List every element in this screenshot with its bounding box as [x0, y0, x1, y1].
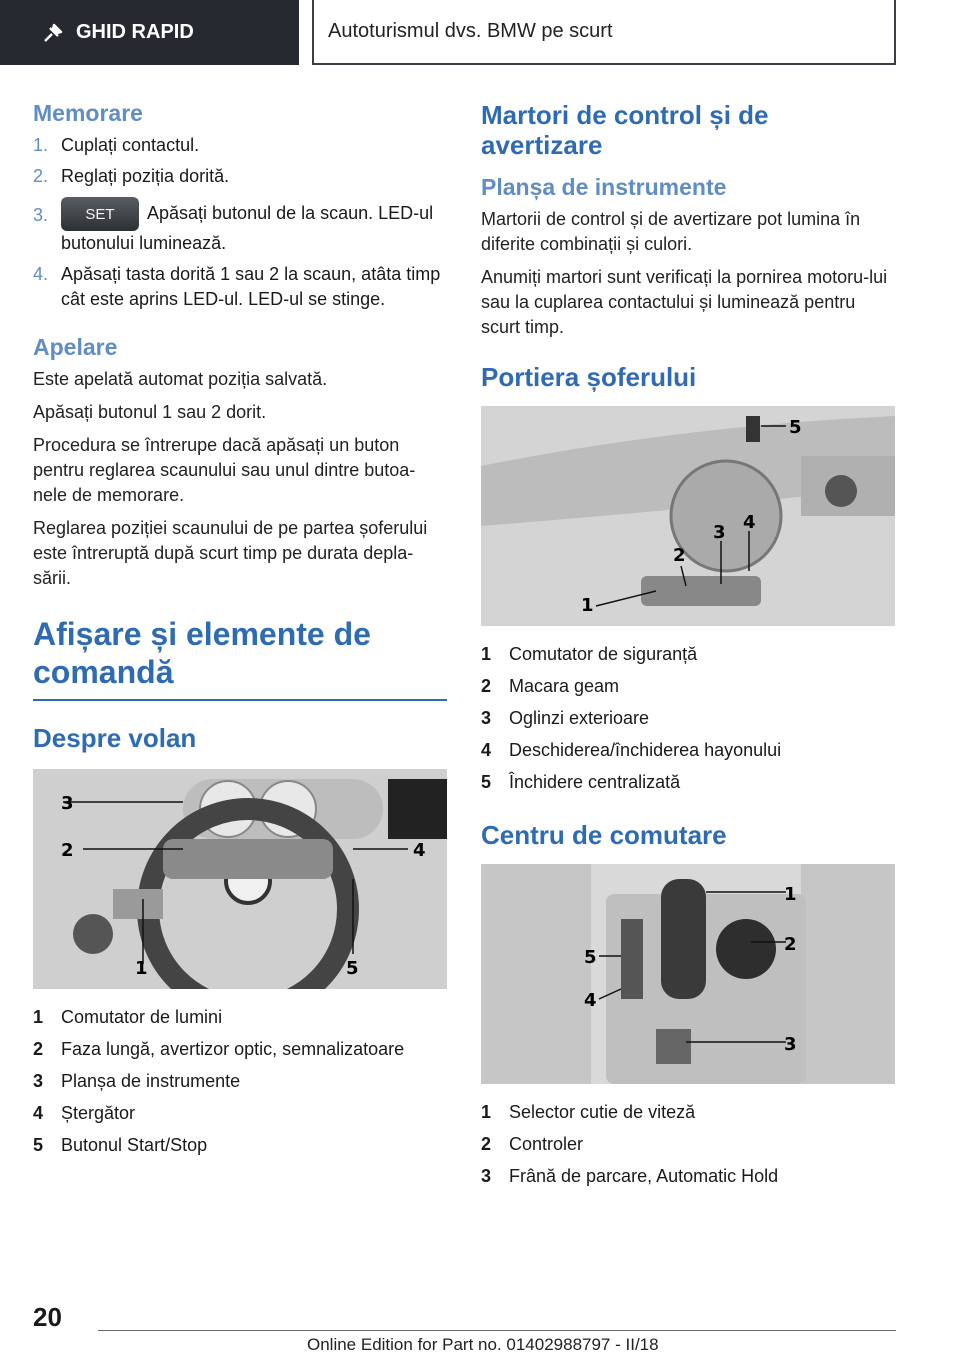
- svg-text:1: 1: [784, 884, 797, 905]
- svg-text:3: 3: [61, 793, 74, 814]
- center-console-photo: [481, 864, 895, 1084]
- step-number: 2.: [33, 166, 49, 186]
- legend-key: 5: [33, 1135, 44, 1155]
- step-text-content: Apăsați butonul de la scaun. LED-ul butonului luminează.: [61, 202, 434, 253]
- apelare-paragraph: Reglarea poziției scaunului de pe partea șoferului este întreruptă după scurt timp pe durata depla-sării.: [33, 518, 428, 588]
- volan-heading: Despre volan: [33, 723, 197, 753]
- apelare-paragraph: Este apelată automat poziția salvată.: [33, 369, 328, 389]
- portiera-heading: Portiera șoferului: [481, 362, 697, 392]
- step-item: [33, 197, 447, 256]
- legend-item: [481, 1128, 895, 1160]
- legend-key: 3: [481, 1166, 492, 1186]
- martori-paragraph: Anumiți martori sunt verificați la pornirea motoru-lui sau la cuplarea contactului și luminează pentru scurt timp.: [481, 267, 888, 337]
- comutare-legend: [481, 1096, 895, 1192]
- step-item: [33, 133, 447, 158]
- legend-value: Faza lungă, avertizor optic, semnalizatoare: [61, 1039, 405, 1059]
- footer-edition: Online Edition for Part no. 01402988797 - II/18: [307, 1335, 659, 1354]
- legend-key: 2: [481, 1134, 492, 1154]
- apelare-heading: Apelare: [33, 334, 118, 360]
- svg-text:5: 5: [584, 947, 597, 968]
- legend-item: [481, 702, 895, 734]
- svg-text:1: 1: [581, 595, 594, 616]
- memorare-steps: [33, 133, 447, 312]
- svg-text:1: 1: [135, 958, 148, 979]
- legend-key: 1: [481, 1102, 492, 1122]
- quick-guide-label: GHID RAPID: [76, 21, 194, 43]
- step-item: [33, 164, 447, 189]
- chapter-rule: [33, 699, 447, 701]
- svg-text:4: 4: [584, 990, 597, 1011]
- left-column: [33, 100, 447, 1161]
- legend-item: [33, 1033, 447, 1065]
- step-text: Reglați poziția dorită.: [61, 166, 230, 186]
- svg-text:3: 3: [784, 1034, 797, 1055]
- legend-key: 4: [33, 1103, 44, 1123]
- svg-text:2: 2: [784, 934, 797, 955]
- legend-value: Închidere centralizată: [509, 772, 681, 792]
- legend-value: Frână de parcare, Automatic Hold: [509, 1166, 779, 1186]
- step-text: Apăsați tasta dorită 1 sau 2 la scaun, atâta timp cât este aprins LED-ul. LED-ul se stinge.: [61, 264, 441, 309]
- legend-key: 5: [481, 772, 492, 792]
- portiera-legend: [481, 638, 895, 798]
- step-text: Cuplați contactul.: [61, 135, 200, 155]
- pin-icon: [42, 22, 64, 44]
- legend-item: [481, 734, 895, 766]
- driver-door-photo: [481, 406, 895, 626]
- legend-item: [33, 1129, 447, 1161]
- legend-value: Planșa de instrumente: [61, 1071, 241, 1091]
- footer-divider: [98, 1330, 896, 1331]
- legend-value: Comutator de siguranță: [509, 644, 698, 664]
- legend-item: [481, 670, 895, 702]
- right-column: [481, 100, 895, 1192]
- legend-value: Comutator de lumini: [61, 1007, 223, 1027]
- legend-key: 4: [481, 740, 492, 760]
- martori-heading: Martori de control și de avertizare: [481, 100, 769, 160]
- apelare-paragraph: Procedura se întrerupe dacă apăsați un buton pentru reglarea scaunului sau unul dintre butoa-nele de memorare.: [33, 435, 416, 505]
- legend-key: 3: [33, 1071, 44, 1091]
- legend-key: 1: [33, 1007, 44, 1027]
- legend-key: 2: [33, 1039, 44, 1059]
- legend-key: 3: [481, 708, 492, 728]
- legend-item: [481, 766, 895, 798]
- legend-item: [481, 1096, 895, 1128]
- step-number: 4.: [33, 264, 49, 284]
- legend-item: [33, 1097, 447, 1129]
- legend-item: [33, 1065, 447, 1097]
- svg-text:5: 5: [346, 958, 359, 979]
- step-text: [61, 197, 447, 256]
- legend-value: Deschiderea/închiderea hayonului: [509, 740, 782, 760]
- step-item: [33, 262, 447, 312]
- legend-value: Oglinzi exterioare: [509, 708, 650, 728]
- legend-item: [481, 1160, 895, 1192]
- svg-text:3: 3: [713, 522, 726, 543]
- legend-value: Controler: [509, 1134, 584, 1154]
- memorare-heading: Memorare: [33, 100, 143, 126]
- legend-value: Selector cutie de viteză: [509, 1102, 696, 1122]
- legend-value: Ștergător: [61, 1103, 136, 1123]
- quick-guide-tab[interactable]: [0, 0, 299, 65]
- svg-text:2: 2: [61, 840, 74, 861]
- svg-text:2: 2: [673, 545, 686, 566]
- legend-value: Butonul Start/Stop: [61, 1135, 208, 1155]
- apelare-paragraph: Apăsați butonul 1 sau 2 dorit.: [33, 402, 267, 422]
- legend-key: 1: [481, 644, 492, 664]
- page-header-title: Autoturismul dvs. BMW pe scurt: [312, 0, 896, 65]
- svg-text:4: 4: [743, 512, 756, 533]
- martori-paragraph: Martorii de control și de avertizare pot lumina în diferite combinații și culori.: [481, 209, 861, 254]
- step-number: 1.: [33, 135, 49, 155]
- martori-subheading: Planșa de instrumente: [481, 174, 727, 200]
- legend-item: [33, 1001, 447, 1033]
- step-number: 3.: [33, 205, 49, 225]
- svg-text:5: 5: [789, 417, 802, 438]
- comutare-heading: Centru de comutare: [481, 820, 727, 850]
- page-number: 20: [33, 1302, 62, 1332]
- legend-key: 2: [481, 676, 492, 696]
- steering-wheel-photo: [33, 769, 447, 989]
- legend-value: Macara geam: [509, 676, 620, 696]
- chapter-title: Afișare și elemente de comandă: [33, 616, 371, 690]
- legend-item: [481, 638, 895, 670]
- set-button-icon: SET: [61, 197, 139, 231]
- svg-text:4: 4: [413, 840, 426, 861]
- volan-legend: [33, 1001, 447, 1161]
